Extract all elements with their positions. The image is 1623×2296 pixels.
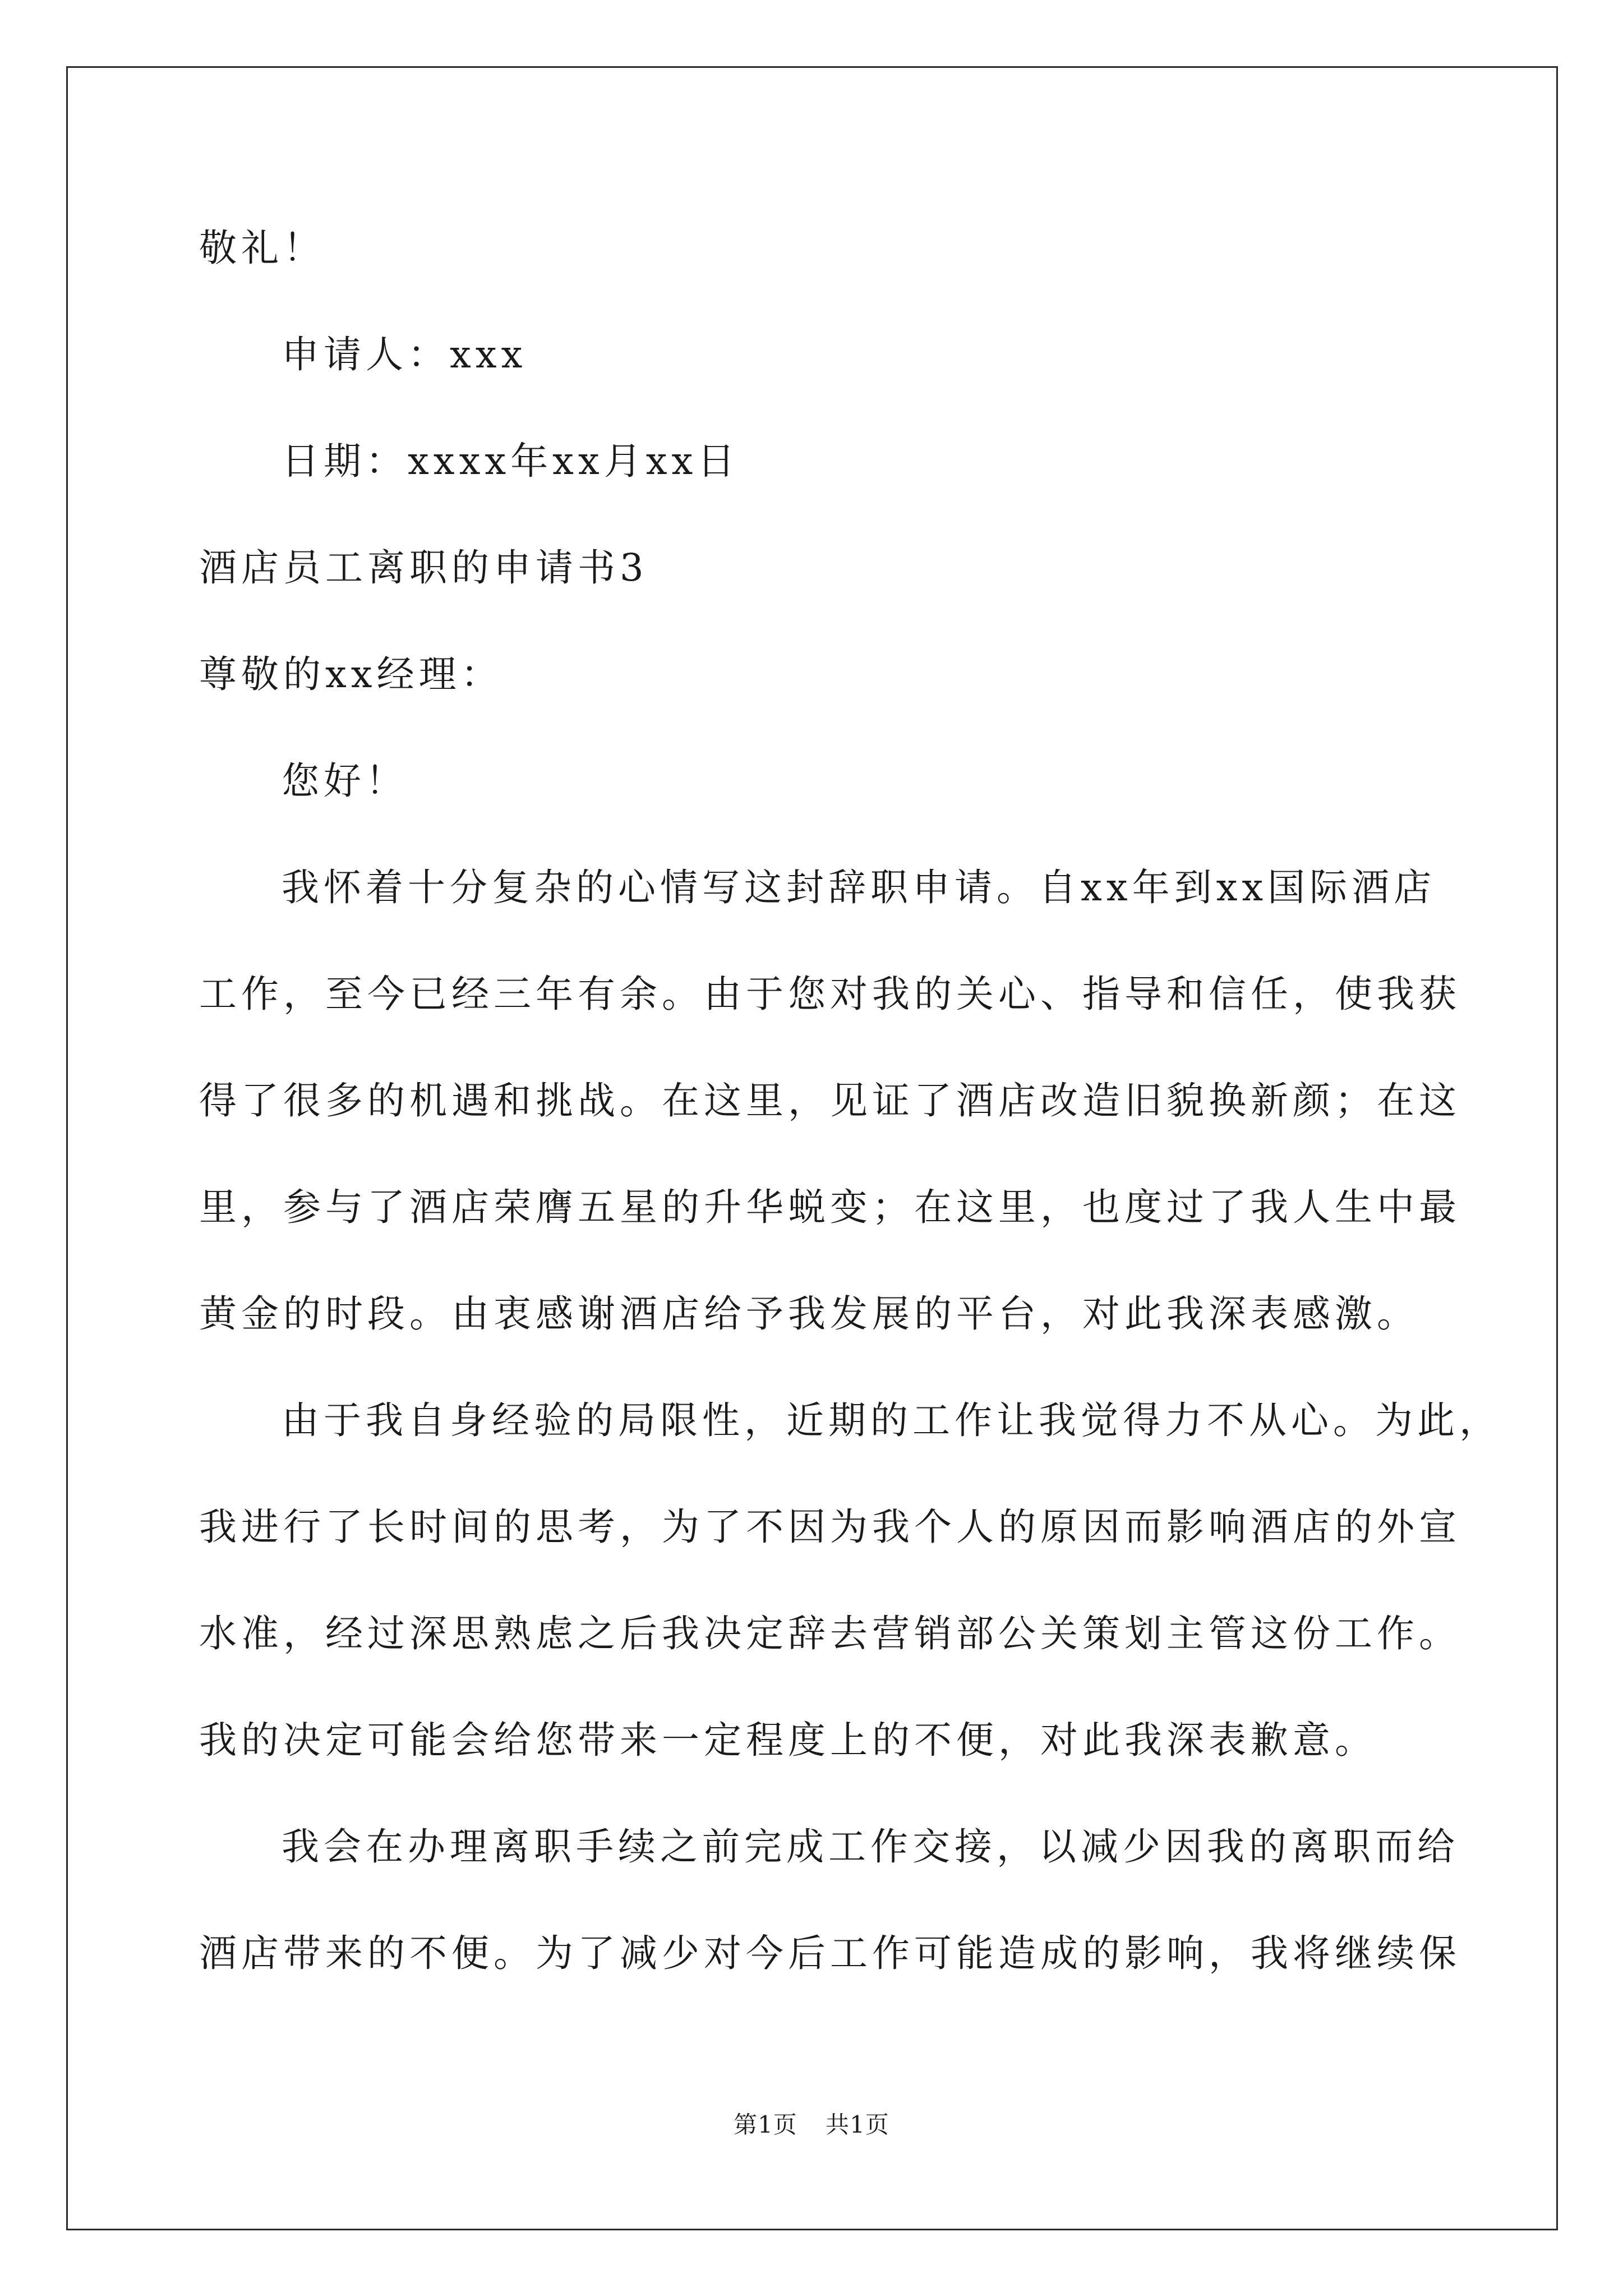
paragraph-2 <box>199 1386 1501 1775</box>
page-footer <box>0 2106 1623 2140</box>
paragraph-line: 由于我自身经验的局限性，近期的工作让我觉得力不从心。为此， <box>282 1398 1501 1442</box>
page-number: 第1页 <box>734 2111 797 2138</box>
paragraph-line: 酒店带来的不便。为了减少对今后工作可能造成的影响，我将继续保 <box>199 1931 1461 1975</box>
paragraph-1 <box>199 853 1461 1349</box>
section-title: 酒店员工离职的申请书3 <box>199 546 648 590</box>
document-body <box>199 213 1501 2025</box>
paragraph-line: 我会在办理离职手续之前完成工作交接，以减少因我的离职而给 <box>282 1825 1459 1869</box>
greeting: 您好！ <box>282 759 408 803</box>
paragraph-line: 我的决定可能会给您带来一定程度上的不便，对此我深表歉意。 <box>199 1718 1377 1762</box>
salutation: 尊敬的xx经理： <box>199 652 503 696</box>
paragraph-line: 我怀着十分复杂的心情写这封辞职申请。自xx年到xx国际酒店 <box>282 866 1436 909</box>
paragraph-line: 水准，经过深思熟虑之后我决定辞去营销部公关策划主管这份工作。 <box>199 1612 1461 1655</box>
applicant-line: 申请人：xxx <box>282 333 527 376</box>
paragraph-line: 得了很多的机遇和挑战。在这里，见证了酒店改造旧貌换新颜；在这 <box>199 1079 1461 1122</box>
paragraph-line: 里，参与了酒店荣膺五星的升华蜕变；在这里，也度过了我人生中最 <box>199 1185 1461 1229</box>
date-line: 日期：xxxx年xx月xx日 <box>282 439 740 483</box>
paragraph-3 <box>199 1812 1461 1988</box>
paragraph-line: 我进行了长时间的思考，为了不因为我个人的原因而影响酒店的外宣 <box>199 1505 1461 1549</box>
paragraph-line: 黄金的时段。由衷感谢酒店给予我发展的平台，对此我深表感激。 <box>199 1292 1419 1336</box>
closing-salute: 敬礼！ <box>199 226 325 270</box>
paragraph-line: 工作，至今已经三年有余。由于您对我的关心、指导和信任，使我获 <box>199 972 1461 1016</box>
page-total: 共1页 <box>826 2111 889 2138</box>
